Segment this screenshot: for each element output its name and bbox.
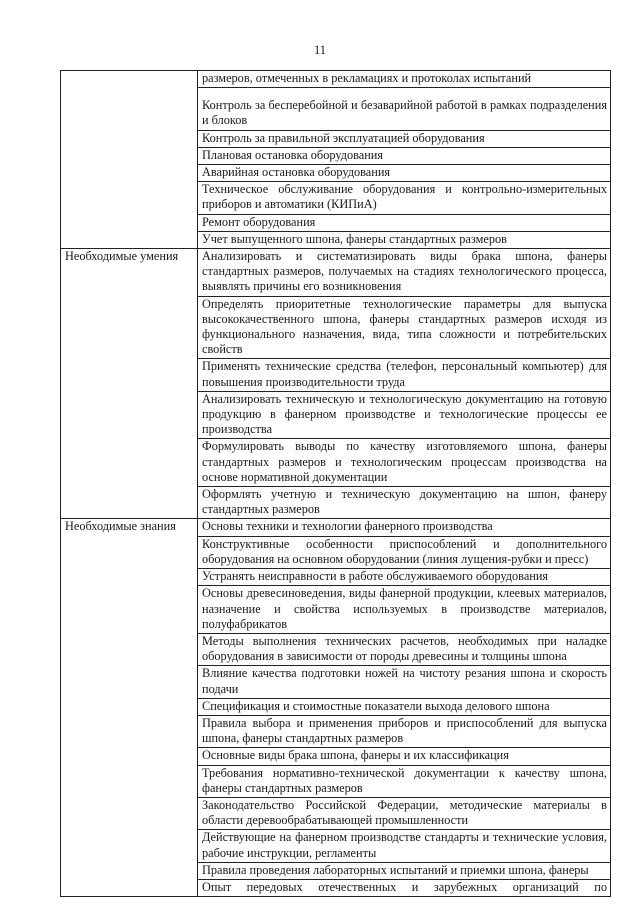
table-cell: Правила проведения лабораторных испытаний и приемки шпона, фанеры	[198, 862, 611, 879]
table-cell: Оформлять учетную и техническую документацию на шпон, фанеру стандартных размеров	[198, 487, 611, 519]
table-cell: Влияние качества подготовки ножей на чистоту резания шпона и скорость подачи	[198, 666, 611, 698]
section-label: Необходимые умения	[61, 249, 198, 519]
table-cell: Основы техники и технологии фанерного производства	[198, 519, 611, 536]
table-cell: Конструктивные особенности приспособлений и дополнительного оборудования на основном оборудовании (линия лущения-рубки и пресс)	[198, 536, 611, 568]
table-cell: Основные виды брака шпона, фанеры и их классификация	[198, 748, 611, 765]
section-label: Необходимые знания	[61, 519, 198, 897]
table-cell: Применять технические средства (телефон, персональный компьютер) для повышения производительности труда	[198, 359, 611, 391]
table-cell: размеров, отмеченных в рекламациях и протоколах испытаний	[198, 71, 611, 88]
table-cell: Контроль за правильной эксплуатацией оборудования	[198, 130, 611, 147]
table-cell: Устранять неисправности в работе обслуживаемого оборудования	[198, 569, 611, 586]
table-cell: Учет выпущенного шпона, фанеры стандартных размеров	[198, 231, 611, 248]
table-cell: Основы древесиноведения, виды фанерной продукции, клеевых материалов, назначение и свойства используемых в производстве материалов, полуфабрикатов	[198, 586, 611, 634]
table-row	[61, 249, 611, 297]
table-cell: Анализировать техническую и технологическую документацию на готовую продукцию в фанерном производстве и технологические процессы ее производства	[198, 391, 611, 439]
table-row	[61, 71, 611, 88]
table-cell: Анализировать и систематизировать виды брака шпона, фанеры стандартных размеров, получаемых на стадиях технологического процесса, выявлять причины его возникновения	[198, 249, 611, 297]
table-cell: Методы выполнения технических расчетов, необходимых при наладке оборудования в зависимости от породы древесины и толщины шпона	[198, 633, 611, 665]
section-label	[61, 71, 198, 249]
table-row	[61, 519, 611, 536]
table-cell: Контроль за бесперебойной и безаварийной работой в рамках подразделения и блоков	[198, 88, 611, 130]
table-cell: Аварийная остановка оборудования	[198, 165, 611, 182]
competency-table	[60, 70, 611, 897]
table-cell: Правила выбора и применения приборов и приспособлений для выпуска шпона, фанеры стандартных размеров	[198, 715, 611, 747]
page-number: 11	[313, 43, 327, 57]
table-cell: Определять приоритетные технологические параметры для выпуска высококачественного шпона, фанеры стандартных размеров исходя из функционального назначения, вида, типа сложности и потребительских свойств	[198, 296, 611, 359]
table-cell: Действующие на фанерном производстве стандарты и технические условия, рабочие инструкции, регламенты	[198, 830, 611, 862]
table-cell: Опыт передовых отечественных и зарубежных организаций по	[198, 879, 611, 896]
table-cell: Техническое обслуживание оборудования и контрольно-измерительных приборов и автоматики (КИПиА)	[198, 182, 611, 214]
table-cell: Ремонт оборудования	[198, 214, 611, 231]
table-cell: Законодательство Российской Федерации, методические материалы в области деревообрабатывающей промышленности	[198, 797, 611, 829]
table-cell: Требования нормативно-технической документации к качеству шпона, фанеры стандартных размеров	[198, 765, 611, 797]
table-cell: Спецификация и стоимостные показатели выхода делового шпона	[198, 698, 611, 715]
table-cell: Формулировать выводы по качеству изготовляемого шпона, фанеры стандартных размеров и технологическим процессам производства на основе нормативной документации	[198, 439, 611, 487]
table-cell: Плановая остановка оборудования	[198, 147, 611, 164]
